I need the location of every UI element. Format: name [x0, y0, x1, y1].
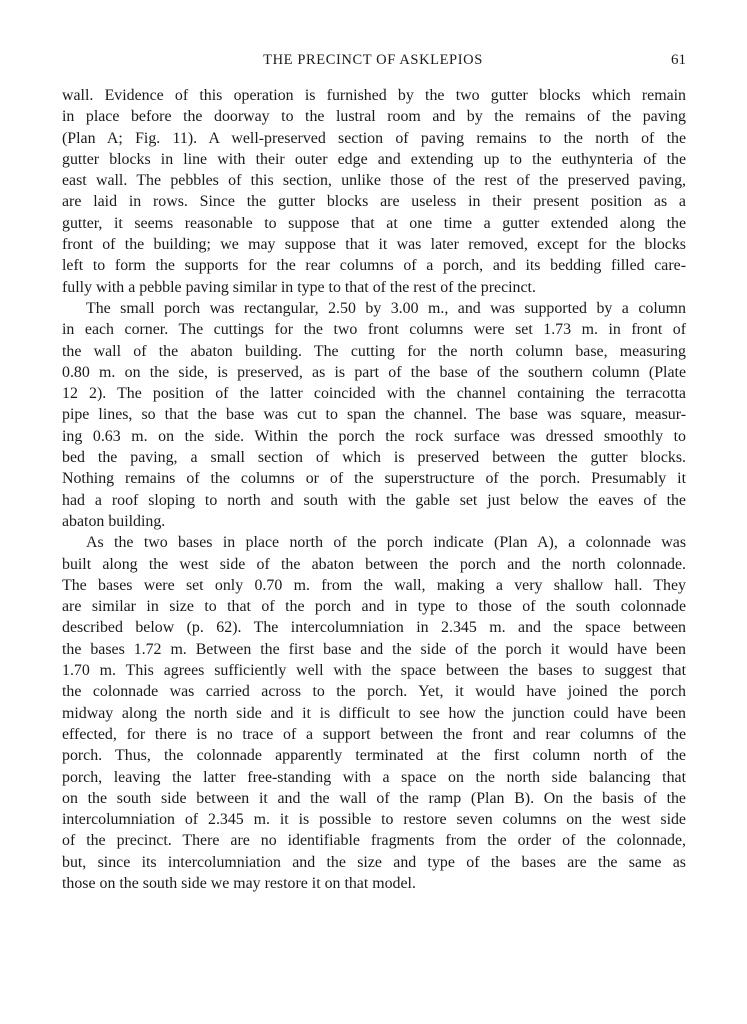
- text-line: 12 2). The position of the latter coincided with the channel containing the terracotta: [62, 385, 686, 403]
- paragraph-2: [62, 298, 686, 532]
- text-line: As the two bases in place north of the porch indicate (Plan A), a colonnade was: [86, 534, 686, 552]
- text-line: gutter blocks in line with their outer edge and extending up to the euthynteria of the: [62, 150, 686, 168]
- text-line: are laid in rows. Since the gutter blocks are useless in their present position as a: [62, 193, 686, 211]
- text-line: are similar in size to that of the porch and in type to those of the south colonnade: [62, 598, 686, 616]
- text-line: bed the paving, a small section of which is preserved between the gutter blocks.: [62, 449, 686, 467]
- text-line: the bases 1.72 m. Between the first base and the side of the porch it would have been: [62, 640, 686, 658]
- text-line: on the south side between it and the wall of the ramp (Plan B). On the basis of the: [62, 789, 686, 807]
- text-line: but, since its intercolumniation and the size and type of the bases are the same as: [62, 853, 686, 871]
- running-header: [60, 52, 686, 72]
- text-line: in place before the doorway to the lustral room and by the remains of the paving: [62, 108, 686, 126]
- text-line: the colonnade was carried across to the porch. Yet, it would have joined the porch: [62, 683, 686, 701]
- text-line: in each corner. The cuttings for the two front columns were set 1.73 m. in front of: [62, 321, 686, 339]
- text-line: 1.70 m. This agrees sufficiently well with the space between the bases to suggest that: [62, 662, 686, 680]
- text-line: the wall of the abaton building. The cutting for the north column base, measuring: [62, 342, 686, 360]
- text-line: midway along the north side and it is difficult to see how the junction could have been: [62, 704, 686, 722]
- text-line: front of the building; we may suppose that it was later removed, except for the blocks: [62, 236, 686, 254]
- text-line: east wall. The pebbles of this section, unlike those of the rest of the preserved paving,: [62, 172, 686, 190]
- text-line: described below (p. 62). The intercolumniation in 2.345 m. and the space between: [62, 619, 686, 637]
- text-line: intercolumniation of 2.345 m. it is possible to restore seven columns on the west side: [62, 811, 686, 829]
- text-line: left to form the supports for the rear columns of a porch, and its bedding filled care-: [62, 257, 686, 275]
- text-line: built along the west side of the abaton between the porch and the north colonnade.: [62, 555, 686, 573]
- text-line: had a roof sloping to north and south with the gable set just below the eaves of the: [62, 491, 686, 509]
- text-line: (Plan A; Fig. 11). A well-preserved section of paving remains to the north of the: [62, 129, 686, 147]
- text-line: abaton building.: [62, 512, 166, 530]
- text-line: 0.80 m. on the side, is preserved, as is part of the base of the southern column (Plate: [62, 363, 686, 381]
- text-line: ing 0.63 m. on the side. Within the porch the rock surface was dressed smoothly to: [62, 427, 686, 445]
- text-line: effected, for there is no trace of a support between the front and rear columns of the: [62, 725, 686, 743]
- text-line: wall. Evidence of this operation is furnished by the two gutter blocks which remain: [62, 87, 686, 104]
- page-number: 61: [671, 52, 686, 68]
- text-line: fully with a pebble paving similar in type to that of the rest of the precinct.: [62, 278, 536, 296]
- text-line: The bases were set only 0.70 m. from the wall, making a very shallow hall. They: [62, 576, 686, 594]
- text-line: gutter, it seems reasonable to suppose that at one time a gutter extended along the: [62, 214, 686, 232]
- text-line: The small porch was rectangular, 2.50 by 3.00 m., and was supported by a column: [86, 299, 686, 317]
- text-line: those on the south side we may restore it on that model.: [62, 874, 416, 892]
- running-title: THE PRECINCT OF ASKLEPIOS: [263, 52, 483, 68]
- text-line: porch, leaving the latter free-standing with a space on the north side balancing that: [62, 768, 686, 786]
- text-line: porch. Thus, the colonnade apparently terminated at the first column north of the: [62, 747, 686, 765]
- text-line: pipe lines, so that the base was cut to span the channel. The base was square, measur-: [62, 406, 686, 424]
- paragraph-1: [62, 85, 686, 298]
- paragraph-3: [62, 532, 686, 894]
- body-text: [62, 85, 686, 894]
- text-line: of the precinct. There are no identifiable fragments from the order of the colonnade,: [62, 832, 686, 850]
- text-line: Nothing remains of the columns or of the superstructure of the porch. Presumably it: [62, 470, 686, 488]
